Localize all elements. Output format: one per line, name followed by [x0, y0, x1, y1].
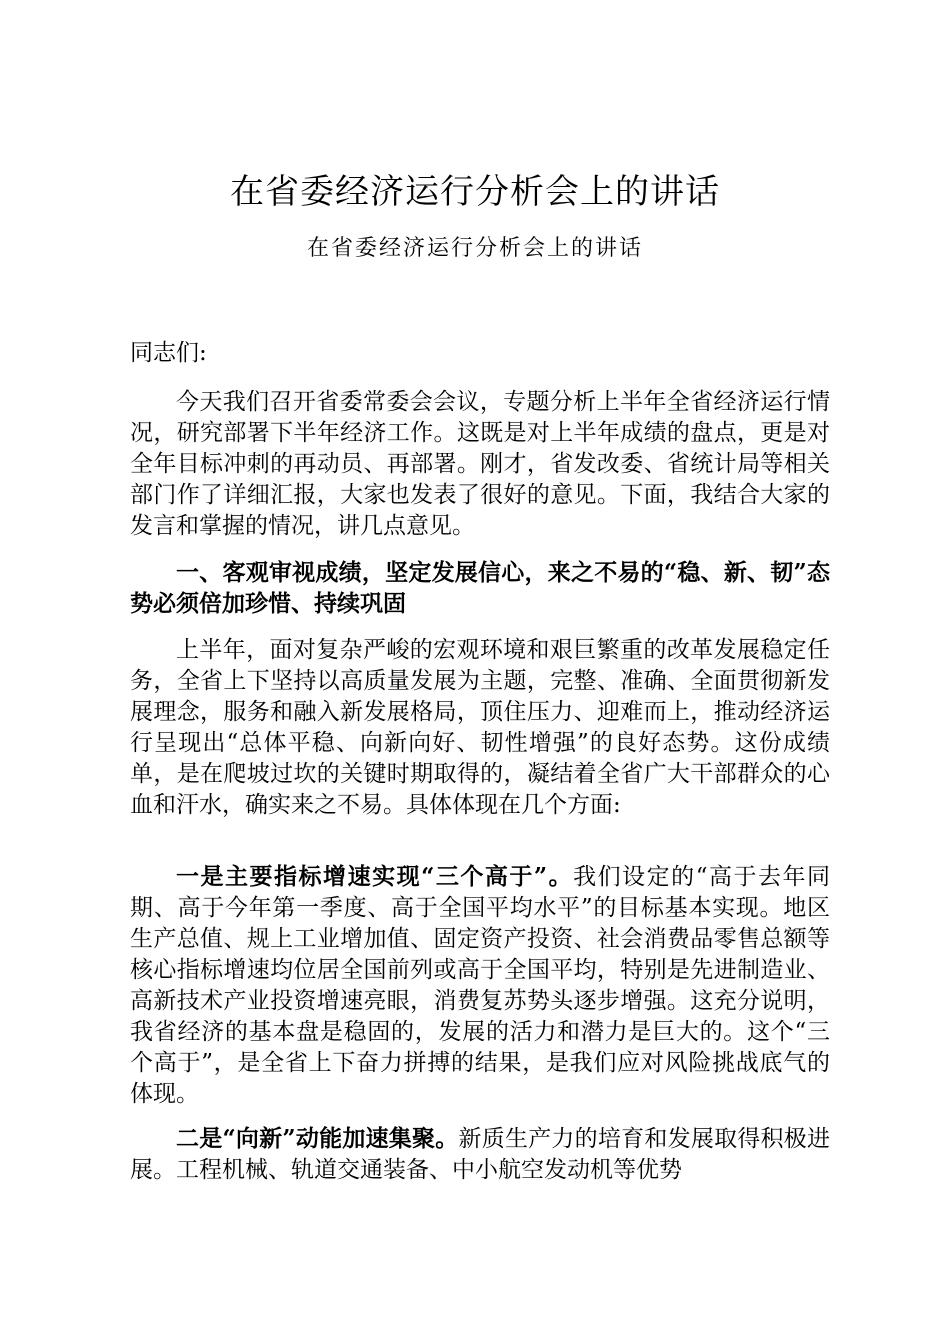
paragraph-intro: 今天我们召开省委常委会会议，专题分析上半年全省经济运行情况，研究部署下半年经济工作。这既是对上半年成绩的盘点，更是对全年目标冲刺的再动员、再部署。刚才，省发改委、省统计局等相关部门作了详细汇报，大家也发表了很好的意见。下面，我结合大家的发言和掌握的情况，讲几点意见。: [130, 389, 830, 539]
point-2-lead: 二是“向新”动能加速集聚。: [176, 1125, 459, 1152]
point-1-text: 我们设定的“高于去年同期、高于今年第一季度、高于全国平均水平”的目标基本实现。地区生产总值、规上工业增加值、固定资产投资、社会消费品零售总额等核心指标增速均位居全国前列或高于全国平均，特别是先进制造业、高新技术产业投资增速亮眼，消费复苏势头逐步增强。这充分说明，我省经济的基本盘是稳固的，发展的活力和潜力是巨大的。这个“三个高于”，是全省上下奋力拼搏的结果，是我们应对风险挑战底气的体现。: [130, 864, 830, 1107]
section-heading-1: 一、客观审视成绩，坚定发展信心，来之不易的“稳、新、韧”态势必须倍加珍惜、持续巩固: [130, 559, 830, 617]
document-subtitle: 在省委经济运行分析会上的讲话: [306, 236, 643, 261]
paragraph-point-1: [130, 861, 830, 1110]
point-2-text: 新质生产力的培育和发展取得积极进展。工程机械、轨道交通装备、中小航空发动机等优势: [130, 1126, 830, 1183]
point-1-lead: 一是主要指标增速实现“三个高于”。: [176, 863, 574, 890]
document-title: 在省委经济运行分析会上的讲话: [230, 172, 720, 212]
salutation: 同志们:: [130, 340, 207, 366]
paragraph-point-2: [130, 1123, 830, 1186]
paragraph-achievements: 上半年，面对复杂严峻的宏观环境和艰巨繁重的改革发展稳定任务，全省上下坚持以高质量发展为主题，完整、准确、全面贯彻新发展理念，服务和融入新发展格局，顶住压力、迎难而上，推动经济运行呈现出“总体平稳、向新向好、韧性增强”的良好态势。这份成绩单，是在爬坡过坎的关键时期取得的，凝结着全省广大干部群众的心血和汗水，确实来之不易。具体体现在几个方面:: [130, 637, 830, 818]
